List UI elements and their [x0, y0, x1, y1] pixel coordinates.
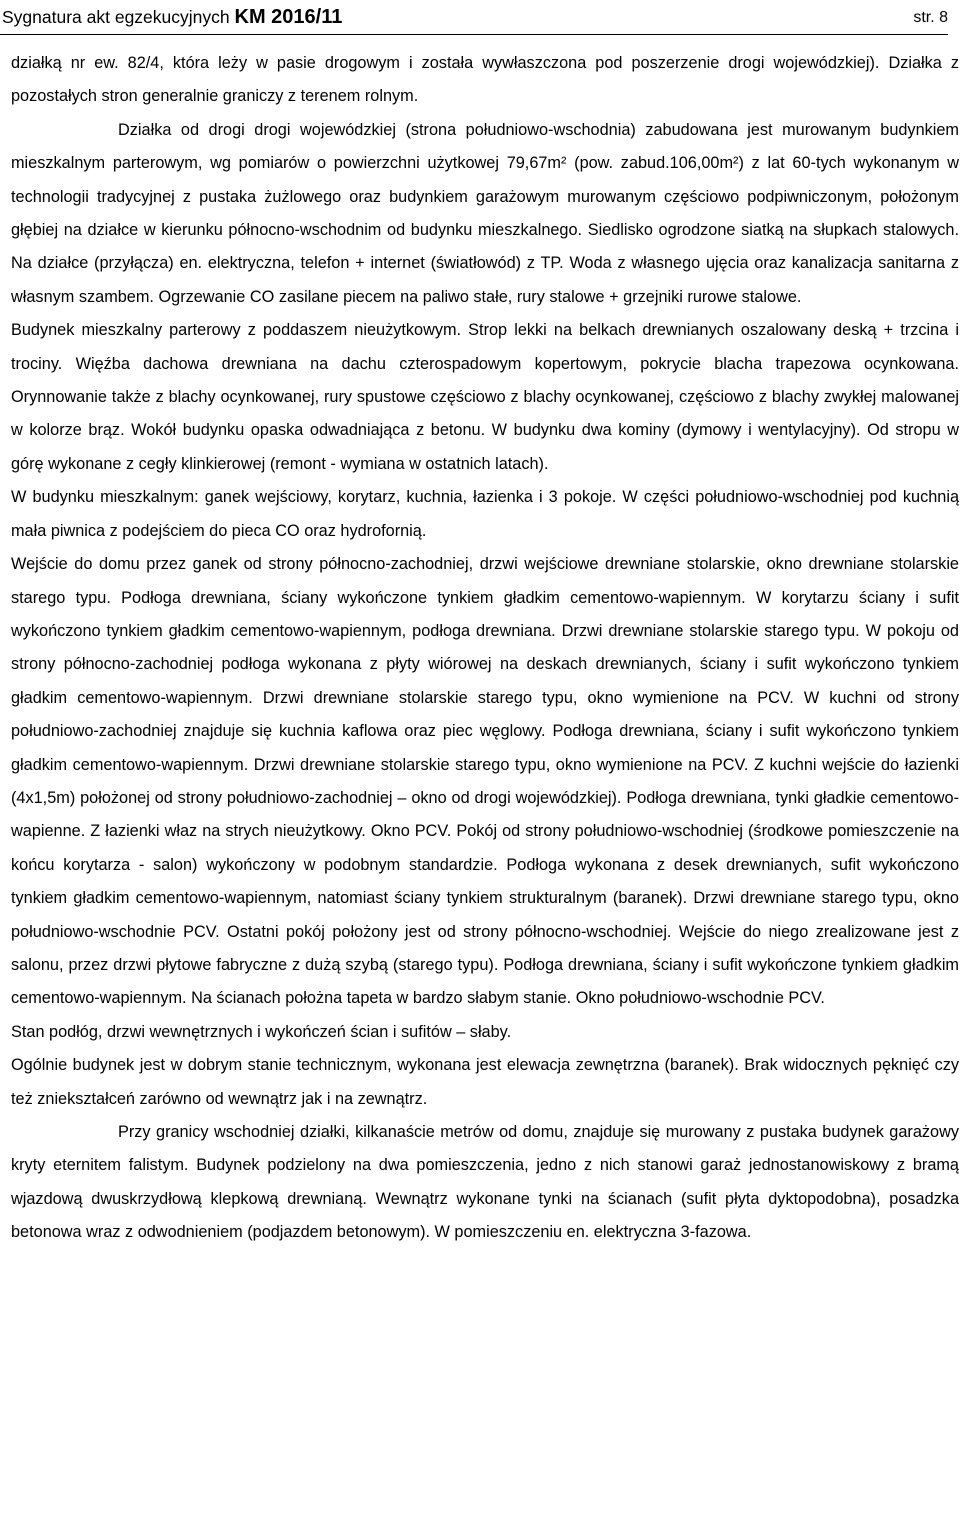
case-number: KM 2016/11 — [234, 6, 343, 28]
paragraph-plot-buildings: Działka od drogi drogi wojewódzkiej (strona południowo-wschodnia) zabudowana jest murowanym budynkiem mieszkalnym parterowym, wg pomiarów o powierzchni użytkowej 79,67m² (pow. zabud.106,00m²) z lat 60-tych wykonanym w technologii tradycyjnej z pustaka żużlowego oraz budynkiem garażowym murowanym częściowo podpiwniczonym, położonym głębiej na działce w kierunku północno-wschodnim od budynku mieszkalnego. Siedlisko ogrodzone siatką na słupkach stalowych. Na działce (przyłącza) en. elektryczna, telefon + internet (światłowód) z TP. Woda z własnego ujęcia oraz kanalizacja sanitarna z własnym szambem. Ogrzewanie CO zasilane piecem na paliwo stałe, rury stalowe + grzejniki rurowe stalowe. — [11, 120, 959, 306]
page-number: str. 8 — [913, 9, 948, 26]
paragraph-building-rooms: W budynku mieszkalnym: ganek wejściowy, korytarz, kuchnia, łazienka i 3 pokoje. W części południowo-wschodniej pod kuchnią mała piwnica z podejściem do pieca CO oraz hydrofornią. — [11, 488, 959, 540]
document-body — [11, 47, 959, 1250]
case-signature — [2, 6, 342, 29]
paragraph-finish-condition: Stan podłóg, drzwi wewnętrznych i wykończeń ścian i sufitów – słaby. — [11, 1022, 512, 1041]
paragraph-overall-condition: Ogólnie budynek jest w dobrym stanie technicznym, wykonana jest elewacja zewnętrzna (baranek). Brak widocznych pęknięć czy też zniekształceń zarówno od wewnątrz jak i na zewnątrz. — [11, 1056, 959, 1108]
paragraph-plot-continuation: działką nr ew. 82/4, która leży w pasie drogowym i została wywłaszczona pod poszerzenie drogi wojewódzkiej). Działka z pozostałych stron generalnie graniczy z terenem rolnym. — [11, 54, 959, 106]
paragraph-garage: Przy granicy wschodniej działki, kilkanaście metrów od domu, znajduje się murowany z pustaka budynek garażowy kryty eternitem falistym. Budynek podzielony na dwa pomieszczenia, jedno z nich stanowi garaż jednostanowiskowy z bramą wjazdową dwuskrzydłową klepkową drewnianą. Wewnątrz wykonane tynki na ścianach (sufit płyta dyktopodobna), posadzka betonowa wraz z odwodnieniem (podjazdem betonowym). W pomieszczeniu en. elektryczna 3-fazowa. — [11, 1123, 959, 1242]
paragraph-building-construction: Budynek mieszkalny parterowy z poddaszem nieużytkowym. Strop lekki na belkach drewnianych oszalowany deską + trzcina i trociny. Więźba dachowa drewniana na dachu czterospadowym kopertowym, pokrycie blacha trapezowa ocynkowana. Orynnowanie także z blachy ocynkowanej, rury spustowe częściowo z blachy ocynkowanej, częściowo z blachy zwykłej malowanej w kolorze brąz. Wokół budynku opaska odwadniająca z betonu. W budynku dwa kominy (dymowy i wentylacyjny). Od stropu w górę wykonane z cegły klinkierowej (remont - wymiana w ostatnich latach). — [11, 321, 959, 473]
paragraph-rooms-description: Wejście do domu przez ganek od strony północno-zachodniej, drzwi wejściowe drewniane stolarskie, okno drewniane stolarskie starego typu. Podłoga drewniana, ściany wykończone tynkiem gładkim cementowo-wapiennym. W korytarzu ściany i sufit wykończono tynkiem gładkim cementowo-wapiennym, podłoga drewniana. Drzwi drewniane stolarskie starego typu. W pokoju od strony północno-zachodniej podłoga wykonana z płyty wiórowej na deskach drewnianych, ściany i sufit wykończono tynkiem gładkim cementowo-wapiennym. Drzwi drewniane stolarskie starego typu, okno wymienione na PCV. W kuchni od strony południowo-zachodniej znajduje się kuchnia kaflowa oraz piec węglowy. Podłoga drewniana, ściany i sufit wykończono tynkiem gładkim cementowo-wapiennym. Drzwi drewniane stolarskie starego typu, okno wymienione na PCV. Z kuchni wejście do łazienki (4x1,5m) położonej od strony południowo-zachodniej – okno od drogi wojewódzkiej). Podłoga drewniana, tynki gładkie cementowo-wapienne. Z łazienki właz na strych nieużytkowy. Okno PCV. Pokój od strony południowo-wschodniej (środkowe pomieszczenie na końcu korytarza - salon) wykończony w podobnym standardzie. Podłoga wykonana z desek drewnianych, sufit wykończono tynkiem gładkim cementowo-wapiennym, natomiast ściany tynkiem strukturalnym (baranek). Drzwi drewniane starego typu, okno południowo-wschodnie PCV. Ostatni pokój położony jest od strony północno-wschodniej. Wejście do niego zrealizowane jest z salonu, przez drzwi płytowe fabryczne z dużą szybą (starego typu). Podłoga drewniana, ściany i sufit wykończone tynkiem gładkim cementowo-wapiennym. Na ścianach położna tapeta w bardzo słabym stanie. Okno południowo-wschodnie PCV. — [11, 555, 959, 1008]
page-header — [0, 0, 948, 35]
case-signature-label: Sygnatura akt egzekucyjnych — [2, 7, 230, 27]
